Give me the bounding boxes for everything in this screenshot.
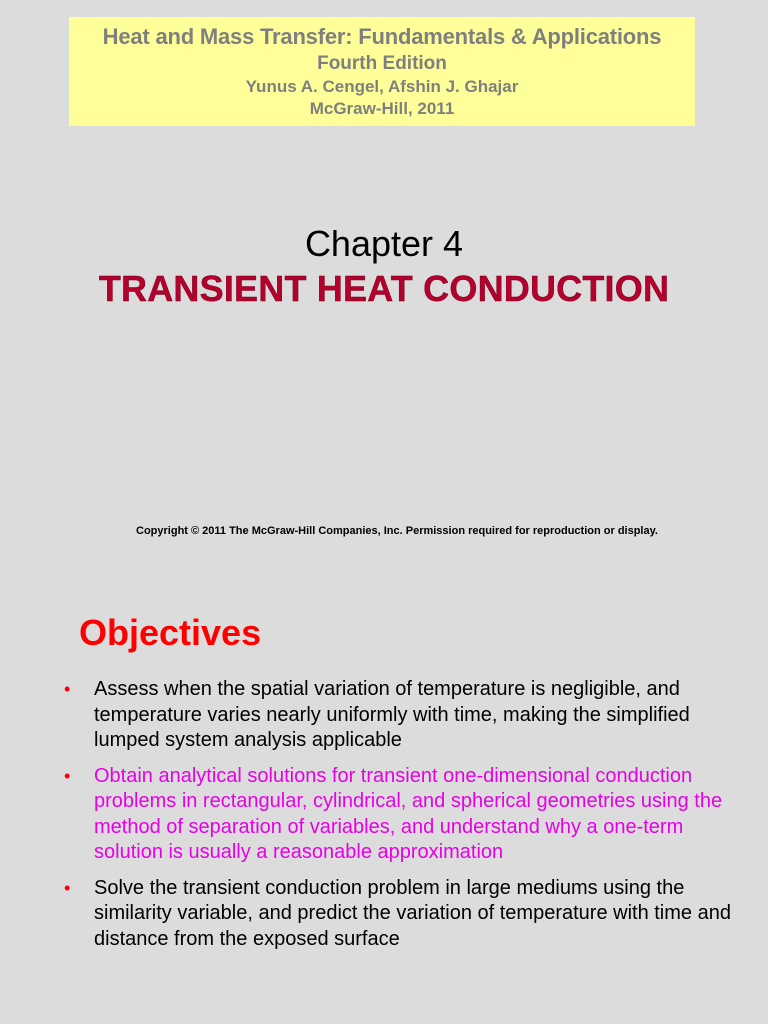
bullet-icon: • <box>64 877 71 898</box>
objective-item <box>62 677 752 754</box>
book-edition: Fourth Edition <box>317 53 447 74</box>
book-info-box <box>69 17 695 126</box>
book-title: Heat and Mass Transfer: Fundamentals & Applications <box>102 24 662 49</box>
chapter-title: TRANSIENT HEAT CONDUCTION <box>98 268 670 309</box>
book-authors: Yunus A. Cengel, Afshin J. Ghajar <box>245 77 519 96</box>
objective-item <box>62 764 752 866</box>
objective-item <box>62 876 752 953</box>
chapter-label: Chapter 4 <box>304 223 464 264</box>
objective-text: Obtain analytical solutions for transient one-dimensional conduction problems in rectangular, cylindrical, and spherical geometries using the method of separation of variables, and understand why a one-term solution is usually a reasonable approximation <box>94 764 723 863</box>
objectives-heading: Objectives <box>79 612 262 653</box>
copyright-notice: Copyright © 2011 The McGraw-Hill Companies, Inc. Permission required for reproduction or display. <box>136 525 658 537</box>
objective-text: Solve the transient conduction problem in large mediums using the similarity variable, and predict the variation of temperature with time and distance from the exposed surface <box>94 876 731 950</box>
objectives-list <box>62 677 752 962</box>
bullet-icon: • <box>64 765 71 786</box>
bullet-icon: • <box>64 679 71 699</box>
objective-text: Assess when the spatial variation of temperature is negligible, and temperature varies nearly uniformly with time, making the simplified lumped system analysis applicable <box>94 678 690 751</box>
book-publisher: McGraw-Hill, 2011 <box>309 99 455 118</box>
